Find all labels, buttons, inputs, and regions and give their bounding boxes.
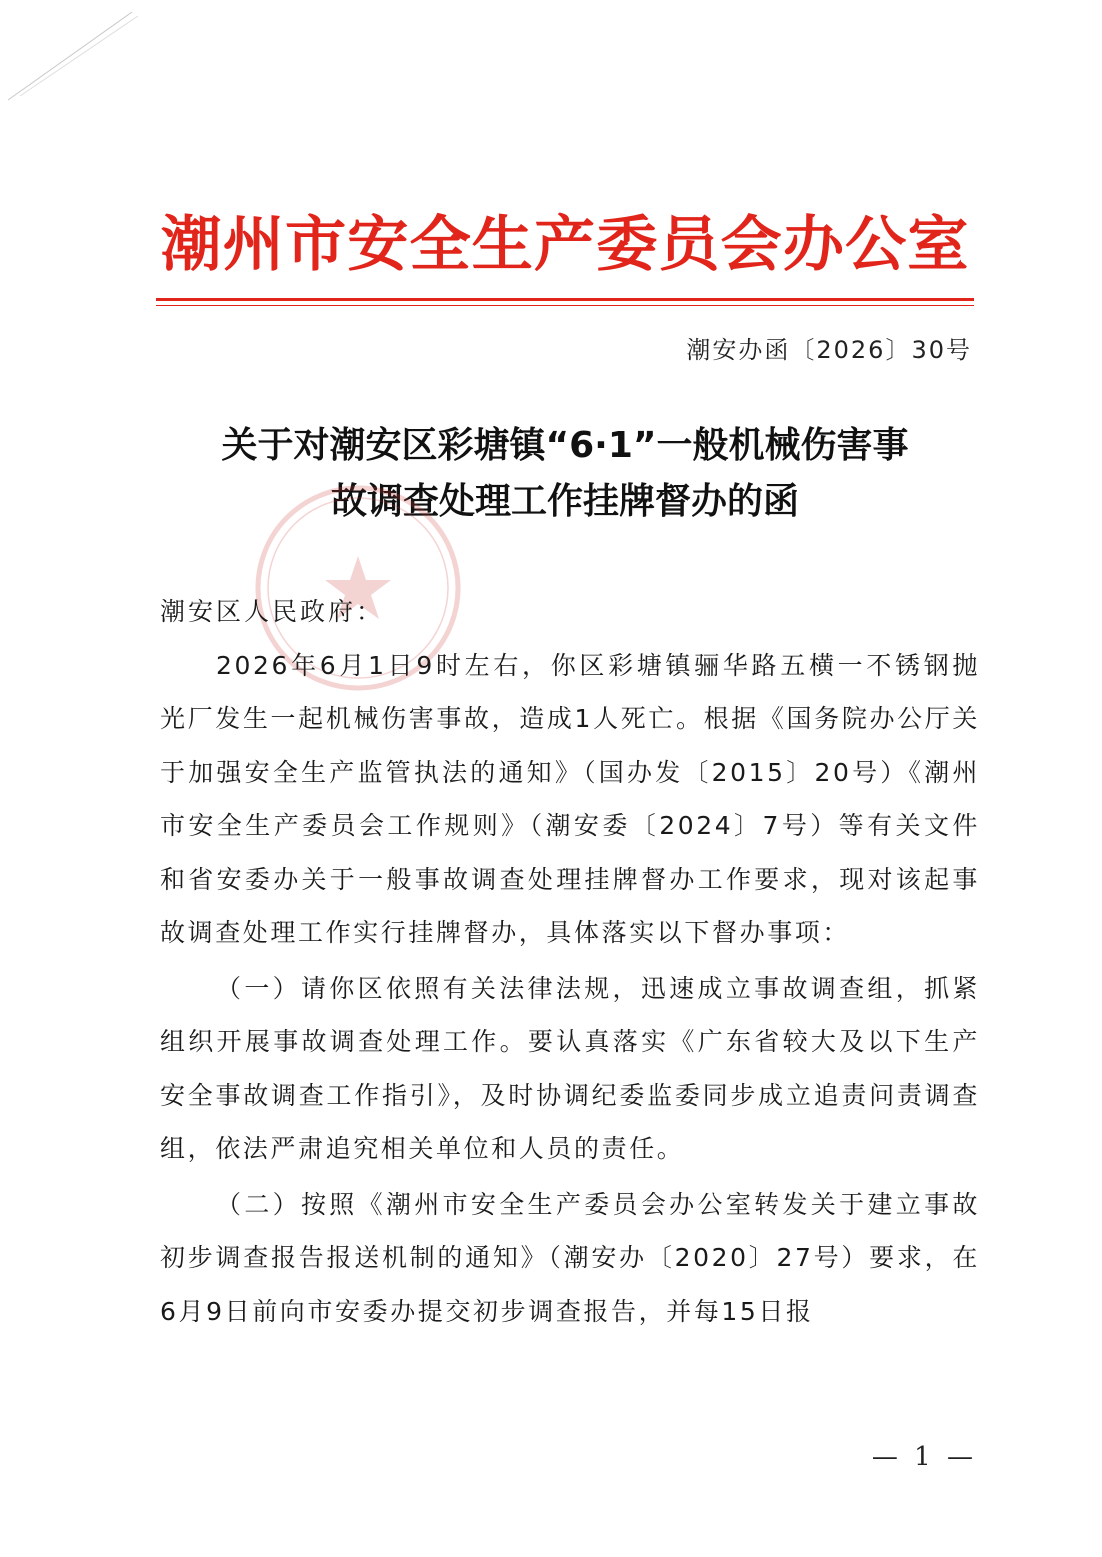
salutation: 潮安区人民政府： bbox=[160, 597, 385, 626]
paragraph-item-1: （一）请你区依照有关法律法规，迅速成立事故调查组，抓紧组织开展事故调查处理工作。要认真落实《广东省较大及以下生产安全事故调查工作指引》，及时协调纪委监委同步成立追责问责调查组，依法严肃追究相关单位和人员的责任。 bbox=[160, 973, 980, 1163]
document-number: 潮安办函〔2026〕30号 bbox=[686, 336, 972, 364]
letterhead-red-rule bbox=[156, 298, 974, 301]
letterhead-org-name: 潮州市安全生产委员会办公室 bbox=[160, 210, 970, 280]
page-number: — 1 — bbox=[871, 1442, 977, 1472]
paragraph-item-2: （二）按照《潮州市安全生产委员会办公室转发关于建立事故初步调查报告报送机制的通知》（潮安办〔2020〕27号）要求，在6月9日前向市安委办提交初步调查报告，并每15日报 bbox=[160, 1189, 980, 1326]
paragraph-intro: 2026年6月1日9时左右，你区彩塘镇骊华路五横一不锈钢抛光厂发生一起机械伤害事故，造成1人死亡。根据《国务院办公厅关于加强安全生产监管执法的通知》（国办发〔2015〕20号）《潮州市安全生产委员会工作规则》（潮安委〔2024〕7号）等有关文件和省安委办关于一般事故调查处理挂牌督办工作要求，现对该起事故调查处理工作实行挂牌督办，具体落实以下督办事项： bbox=[160, 650, 980, 947]
letterhead-red-rule-thin bbox=[156, 305, 974, 306]
scan-crease-mark bbox=[0, 0, 200, 130]
title-line-1: 关于对潮安区彩塘镇“6·1”一般机械伤害事 bbox=[221, 425, 909, 466]
title-line-2: 故调查处理工作挂牌督办的函 bbox=[330, 481, 799, 522]
document-body bbox=[160, 585, 980, 1338]
